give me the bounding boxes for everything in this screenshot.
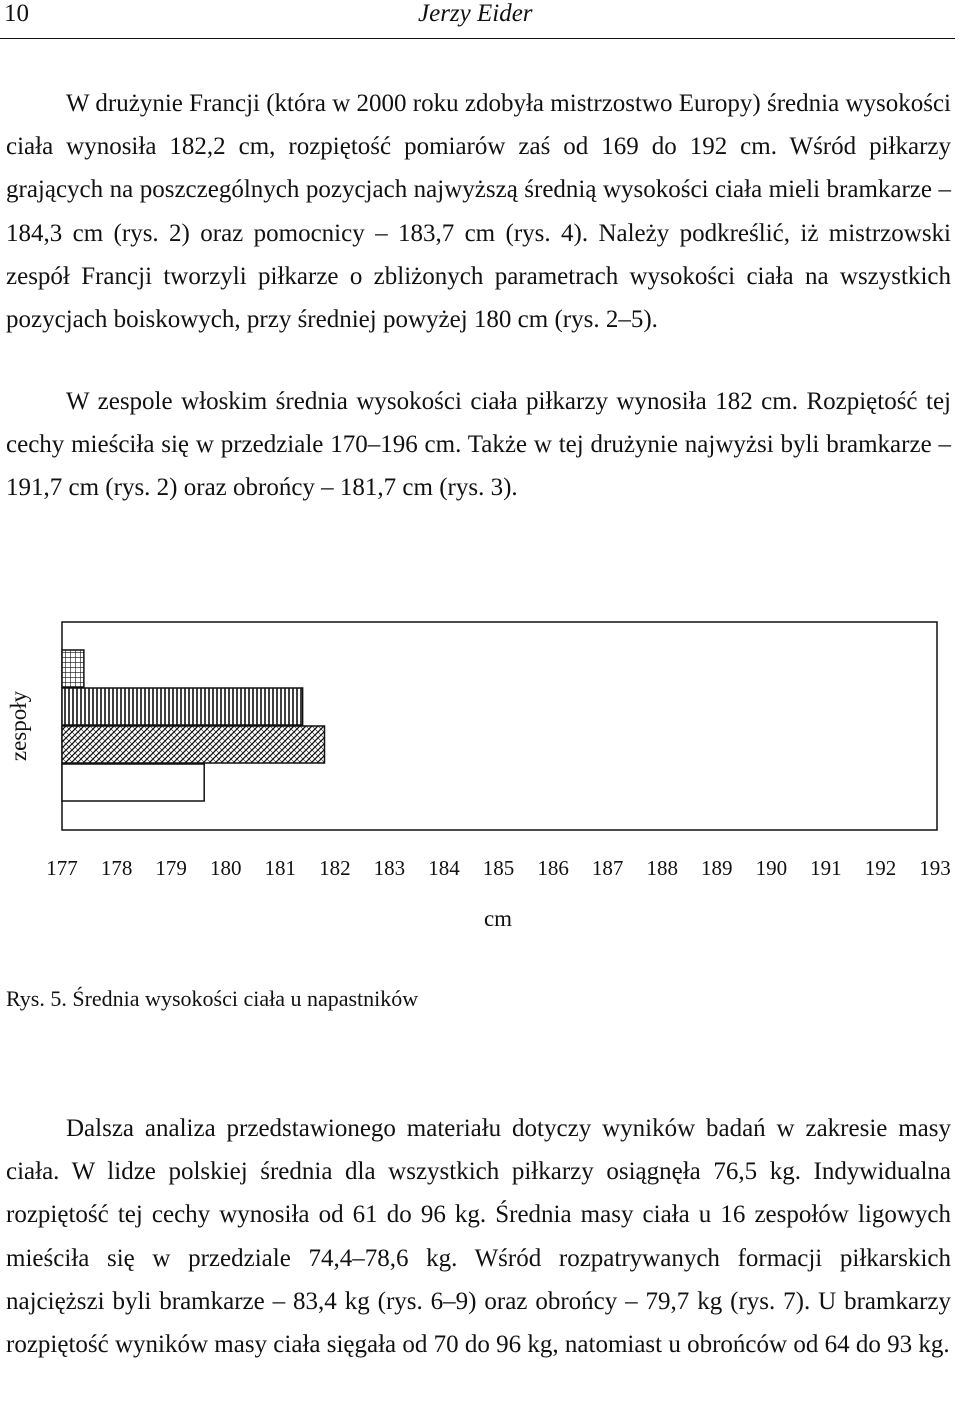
x-tick-label: 190 (755, 856, 788, 880)
bar-chart (0, 612, 960, 982)
x-tick-label: 184 (428, 856, 460, 880)
x-tick-label: 192 (864, 856, 897, 880)
paragraph-body-mass: Dalsza analiza przedstawionego materiału dotyczy wyników badań w zakresie masy ciała. W lidze polskiej średnia dla wszystkich piłkarzy osiągnęła 76,5 kg. Indywidualna rozpiętość tej cechy wynosiła od 61 do 96 kg. Średnia masy ciała u 16 zespołów ligowych mieściła się w przedziale 74,4–78,6 kg. Wśród rozpatrywanych formacji piłkarskich najcięższi byli bramkarze – 83,4 kg (rys. 6–9) oraz obrońcy – 79,7 kg (rys. 7). U bramkarzy rozpiętość wyników masy ciała sięgała od 70 do 96 kg, natomiast u obrońców od 64 do 93 kg. (6, 1115, 951, 1359)
x-tick-label: 193 (919, 856, 951, 880)
bar-4 (62, 764, 204, 801)
x-tick-label: 187 (591, 856, 624, 880)
page-number: 10 (4, 0, 29, 27)
x-tick-label: 179 (155, 856, 187, 880)
x-tick-label: 178 (100, 856, 133, 880)
figure-rys-5 (0, 612, 960, 1032)
x-tick-label: 182 (319, 856, 351, 880)
paragraph-italy: W zespole włoskim średnia wysokości ciała piłkarzy wynosiła 182 cm. Rozpiętość tej cechy mieściła się w przedziale 170–196 cm. Także w tej drużynie najwyżsi byli bramkarze – 191,7 cm (rys. 2) oraz obrońcy – 181,7 cm (rys. 3). (6, 388, 951, 502)
x-tick-label: 177 (46, 856, 78, 880)
bar-3 (62, 726, 325, 763)
x-tick-label: 188 (646, 856, 678, 880)
paragraph-france: W drużynie Francji (która w 2000 roku zdobyła mistrzostwo Europy) średnia wysokości ciała wynosiła 182,2 cm, rozpiętość pomiarów zaś od 169 do 192 cm. Wśród piłkarzy grających na poszczególnych pozycjach najwyższą średnią wysokości ciała mieli bramkarze – 184,3 cm (rys. 2) oraz pomocnicy – 183,7 cm (rys. 4). Należy podkreślić, iż mistrzowski zespół Francji tworzyli piłkarze o zbliżonych parametrach wysokości ciała na wszystkich pozycjach boiskowych, przy średniej powyżej 180 cm (rys. 2–5). (6, 90, 951, 334)
x-tick-labels (46, 856, 951, 880)
x-axis-title: cm (483, 906, 513, 931)
page-header (0, 0, 960, 40)
header-rule (0, 38, 955, 39)
running-head: Jerzy Eider (418, 0, 533, 27)
figure-caption: Rys. 5. Średnia wysokości ciała u napastników (6, 986, 419, 1011)
x-tick-label: 185 (482, 856, 515, 880)
x-tick-label: 186 (537, 856, 569, 880)
y-axis-title: zespoły (6, 690, 31, 762)
x-tick-label: 191 (810, 856, 842, 880)
bar-1 (62, 650, 84, 687)
x-tick-label: 181 (264, 856, 296, 880)
x-tick-label: 180 (209, 856, 242, 880)
bar-2 (62, 688, 303, 725)
x-tick-label: 183 (373, 856, 406, 880)
x-tick-label: 189 (701, 856, 733, 880)
